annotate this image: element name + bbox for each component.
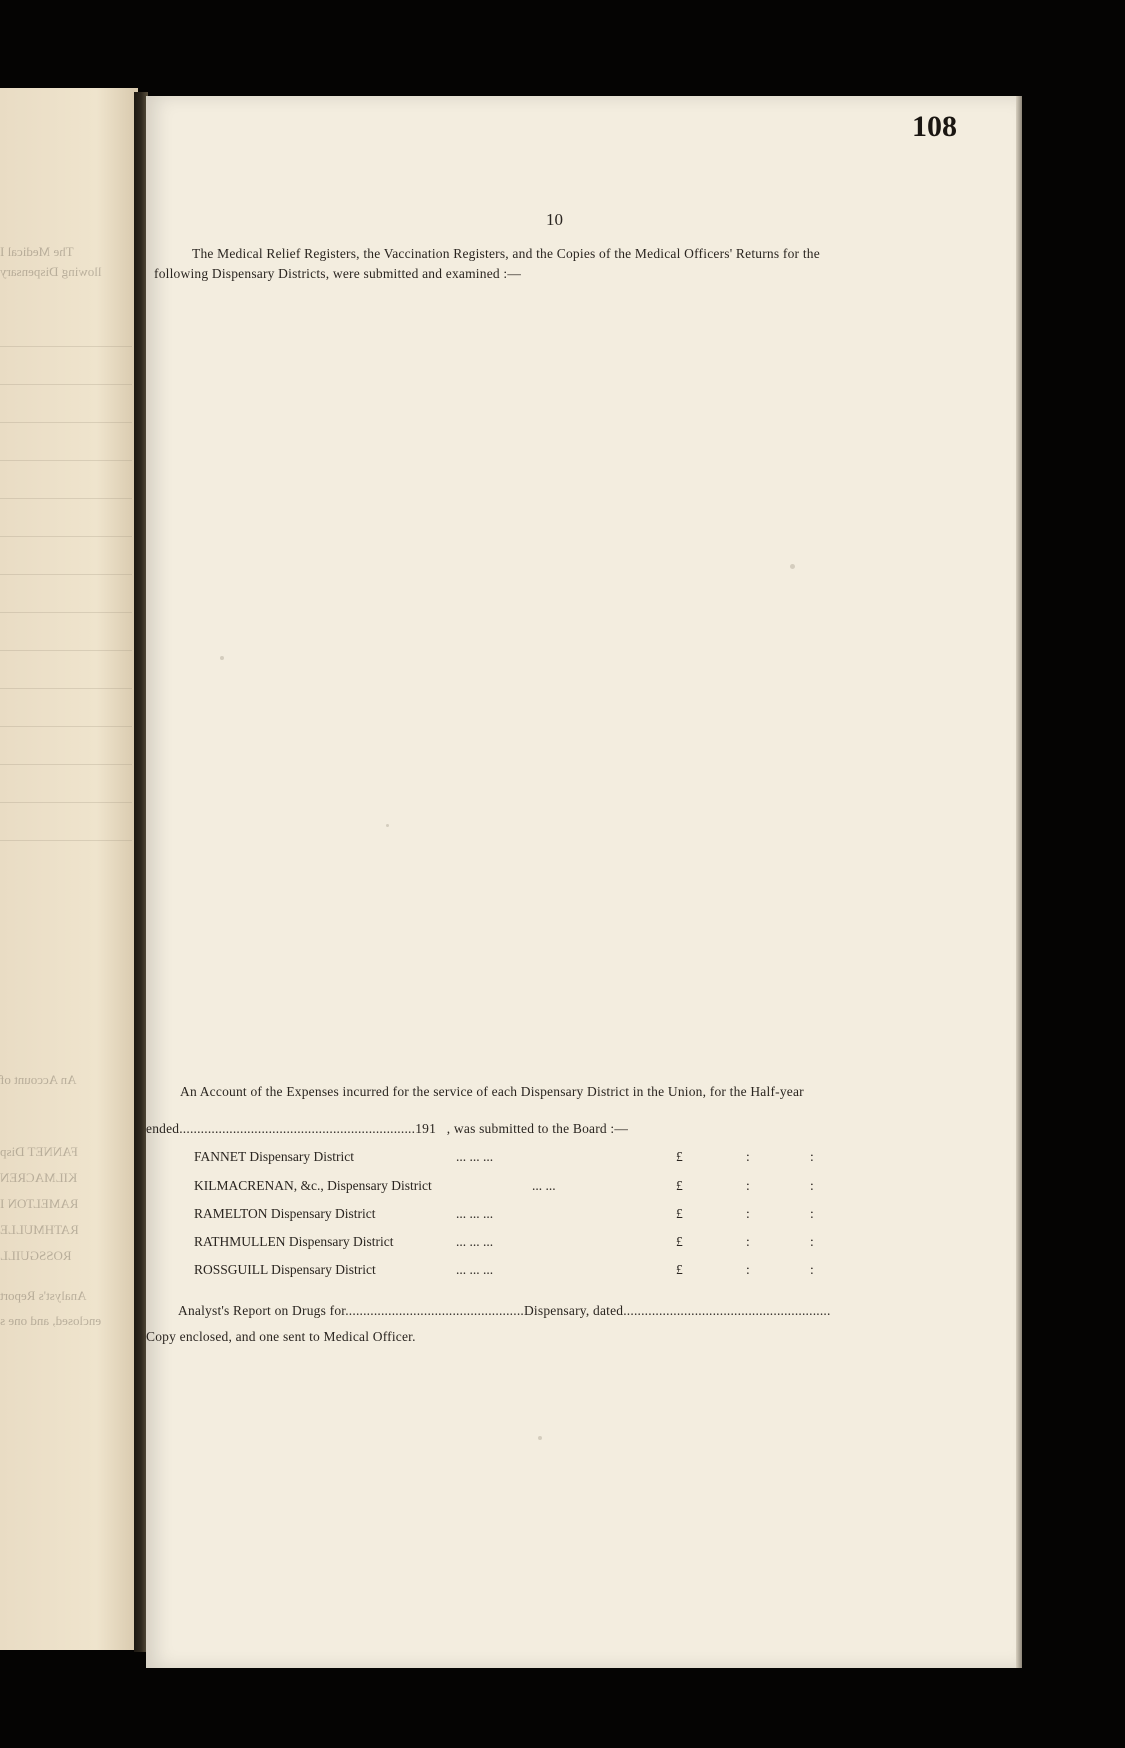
ruled-line	[0, 612, 132, 613]
amount-separator: :	[746, 1149, 750, 1164]
ruled-line	[0, 384, 132, 385]
ruled-line	[0, 726, 132, 727]
account-line-2	[146, 1121, 628, 1137]
pound-sign: £	[676, 1206, 683, 1221]
ruled-line	[0, 460, 132, 461]
bleed-text: enclosed, and one s	[0, 1313, 102, 1328]
ruled-line	[0, 422, 132, 423]
ruled-line	[0, 346, 132, 347]
district-name: FANNET Dispensary District	[194, 1149, 354, 1164]
analyst-line-1	[178, 1303, 831, 1319]
paper-speck	[220, 656, 224, 660]
account-year: 191	[415, 1121, 437, 1136]
registers-line-1: The Medical Relief Registers, the Vaccination Registers, and the Copies of the Medical Officers' Returns for the	[192, 246, 820, 261]
bleed-text: Analyst's Report	[0, 1288, 87, 1303]
amount-separator: :	[810, 1178, 814, 1193]
district-name: ROSSGUILL Dispensary District	[194, 1262, 376, 1277]
district-name: RAMELTON Dispensary District	[194, 1206, 376, 1221]
analyst-dots: ..................................................	[345, 1303, 524, 1318]
amount-separator: :	[810, 1206, 814, 1221]
district-leaders: ... ... ...	[456, 1149, 494, 1164]
district-name: RATHMULLEN Dispensary District	[194, 1234, 394, 1249]
pound-sign: £	[676, 1149, 683, 1164]
ruled-line	[0, 764, 132, 765]
bleed-text: KILMACREN	[0, 1170, 78, 1185]
analyst-dispensary: Dispensary, dated	[523, 1303, 624, 1318]
amount-separator: :	[810, 1262, 814, 1277]
ruled-line	[0, 574, 132, 575]
bleed-text: An Account of	[0, 1072, 77, 1087]
account-dots: ..................................................................	[179, 1121, 416, 1136]
bleed-text: llowing Dispensary	[0, 264, 102, 279]
document-page	[146, 96, 1019, 1668]
bleed-text: RAMELTON I	[0, 1196, 79, 1211]
account-line-1: An Account of the Expenses incurred for the service of each Dispensary District in the Union, for the Half-year	[180, 1084, 804, 1099]
bleed-text: FANNET Disp	[0, 1144, 78, 1159]
district-name: KILMACRENAN, &c., Dispensary District	[194, 1178, 432, 1193]
district-leaders: ... ... ...	[456, 1206, 494, 1221]
analyst-date-dots: ..........................................................	[623, 1303, 831, 1318]
analyst-label: Analyst's Report on Drugs for	[178, 1303, 346, 1318]
amount-separator: :	[810, 1149, 814, 1164]
pound-sign: £	[676, 1234, 683, 1249]
ruled-line	[0, 688, 132, 689]
bleed-text: The Medical I	[0, 244, 74, 259]
amount-separator: :	[746, 1178, 750, 1193]
paper-speck	[386, 824, 389, 827]
ruled-line	[0, 802, 132, 803]
ruled-line	[0, 498, 132, 499]
amount-separator: :	[746, 1234, 750, 1249]
district-leaders: ... ... ...	[456, 1234, 494, 1249]
left-facing-page	[0, 88, 138, 1650]
page-edge	[1016, 96, 1022, 1668]
amount-separator: :	[746, 1262, 750, 1277]
bleed-text: ROSSGUILL	[0, 1248, 72, 1263]
amount-separator: :	[810, 1234, 814, 1249]
ruled-line	[0, 536, 132, 537]
ruled-line	[0, 650, 132, 651]
registers-line-2: following Dispensary Districts, were submitted and examined :—	[154, 266, 522, 281]
amount-separator: :	[746, 1206, 750, 1221]
pound-sign: £	[676, 1178, 683, 1193]
account-ended: ended	[146, 1121, 180, 1136]
bleed-text: RATHMULLE	[0, 1222, 79, 1237]
account-suffix: , was submitted to the Board :—	[446, 1121, 629, 1136]
folio-number: 108	[912, 110, 957, 143]
district-leaders: ... ... ...	[456, 1262, 494, 1277]
paper-speck	[790, 564, 795, 569]
pound-sign: £	[676, 1262, 683, 1277]
ruled-line	[0, 840, 132, 841]
page-number: 10	[546, 210, 563, 229]
district-leaders: ... ...	[532, 1178, 556, 1193]
analyst-line-2: Copy enclosed, and one sent to Medical Officer.	[146, 1329, 416, 1344]
paper-speck	[538, 1436, 542, 1440]
